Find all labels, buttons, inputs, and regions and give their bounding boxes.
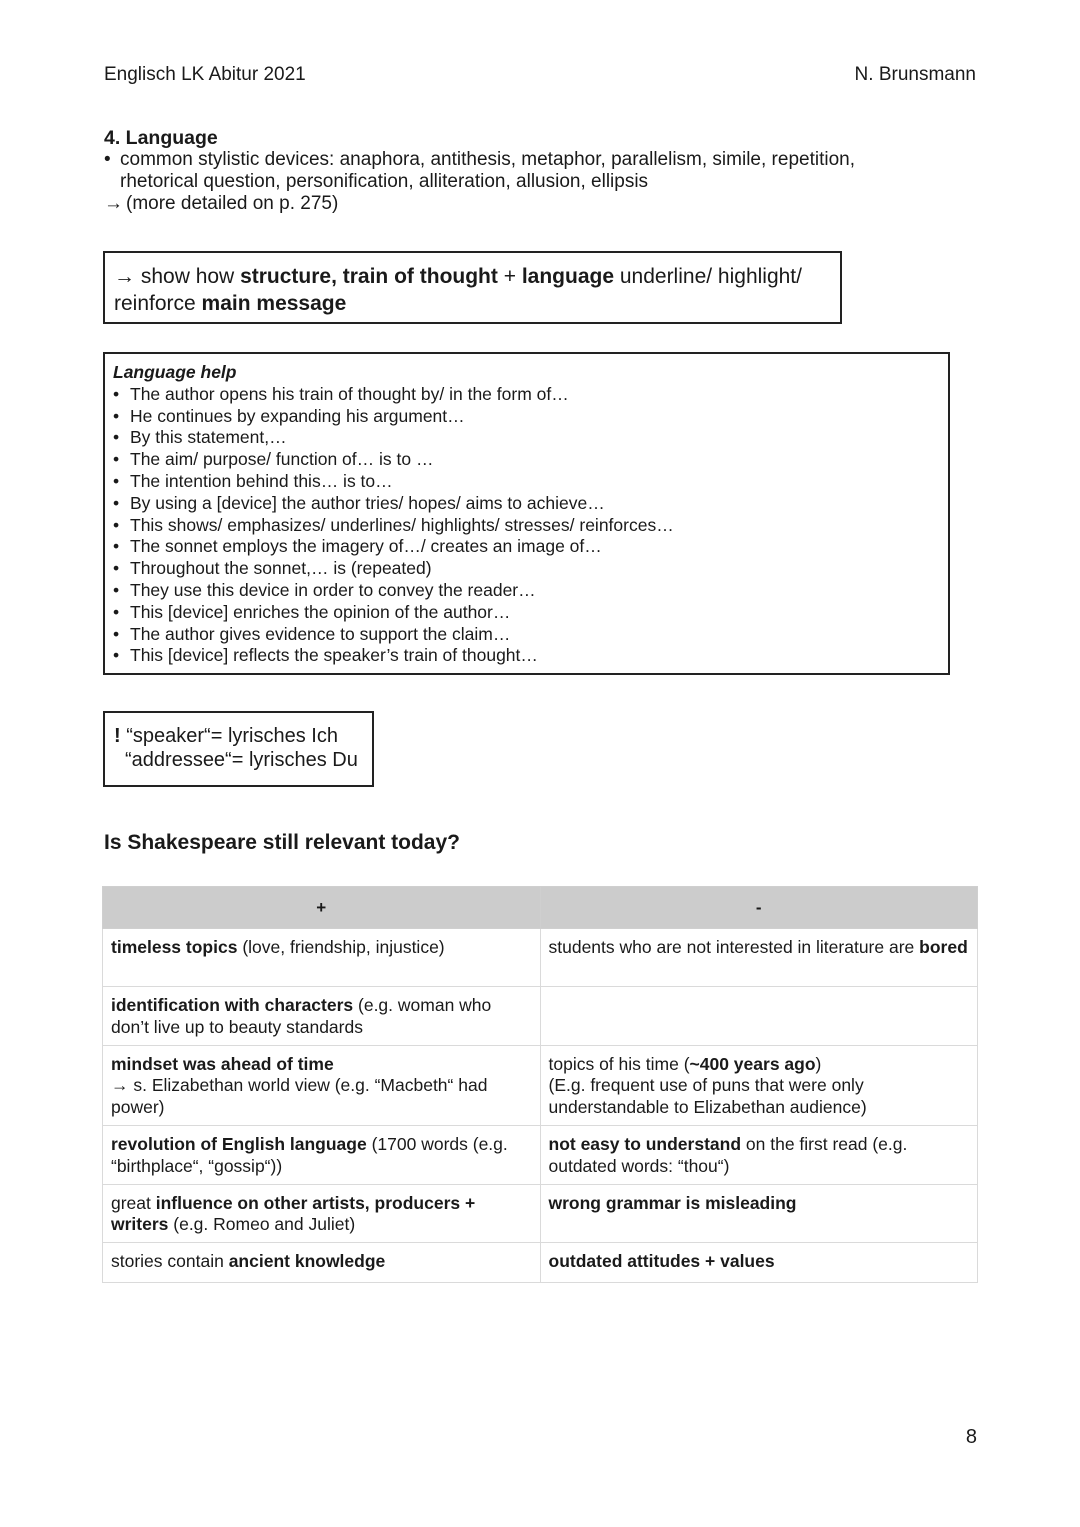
list-item xyxy=(113,602,940,624)
cell-text: (E.g. frequent use of puns that were only understandable to Elizabethan audience) xyxy=(548,1075,867,1118)
table-row xyxy=(103,929,978,987)
list-item xyxy=(113,471,940,493)
table-header-row xyxy=(103,887,978,929)
bullet-icon: • xyxy=(113,427,120,448)
bullet-icon: • xyxy=(113,558,120,579)
table-row xyxy=(103,1125,978,1184)
list-item-text: The aim/ purpose/ function of… is to … xyxy=(130,449,434,470)
list-item xyxy=(113,624,940,646)
cell-emphasis: not easy to understand xyxy=(548,1133,742,1154)
list-item xyxy=(113,384,940,406)
pro-cell xyxy=(103,929,541,987)
cell-text: topics of his time ( xyxy=(548,1053,690,1074)
list-item-text: He continues by expanding his argument… xyxy=(130,405,465,426)
exclamation-icon: ! xyxy=(114,725,121,747)
con-cell xyxy=(540,1243,978,1283)
cell-text: great xyxy=(111,1192,156,1213)
box-text: underline/ highlight/ xyxy=(614,265,802,288)
cons-column-header: - xyxy=(540,887,978,929)
cell-emphasis: bored xyxy=(919,937,968,957)
cell-text: (e.g. Romeo and Juliet) xyxy=(168,1214,356,1235)
list-item xyxy=(113,406,940,428)
bullet-icon: • xyxy=(113,492,120,513)
list-item-text: The sonnet employs the imagery of…/ creates an image of… xyxy=(130,536,602,557)
list-item xyxy=(113,536,940,558)
language-help-title: Language help xyxy=(113,362,237,382)
list-item-text: By using a [device] the author tries/ hopes/ aims to achieve… xyxy=(130,492,605,513)
list-item-text: This [device] reflects the speaker’s train of thought… xyxy=(130,645,538,666)
cell-text: (love, friendship, injustice) xyxy=(237,937,445,957)
box-text: show how xyxy=(135,265,241,288)
cross-reference xyxy=(104,193,984,215)
table-row xyxy=(103,987,978,1046)
cell-emphasis: identification with characters xyxy=(111,995,354,1015)
list-item-text: The author gives evidence to support the claim… xyxy=(130,623,511,644)
table-row xyxy=(103,1243,978,1283)
box-emphasis: main message xyxy=(201,292,347,315)
cell-emphasis: influence on other artists, producers + writers xyxy=(111,1192,476,1235)
header-author: N. Brunsmann xyxy=(854,64,976,85)
box-emphasis: structure, train of thought xyxy=(240,265,498,288)
cell-text: on the first read (e.g. outdated words: “thou“) xyxy=(548,1133,908,1176)
bullet-icon: • xyxy=(113,383,120,404)
pro-cell xyxy=(103,1125,541,1184)
bullet-text xyxy=(120,149,855,193)
box-text: + xyxy=(497,265,522,288)
list-item xyxy=(113,558,940,580)
section-title: 4. Language xyxy=(104,127,218,149)
stylistic-devices-bullet xyxy=(104,149,984,193)
cell-text: (1700 words (e.g. “birthplace“, “gossip“)) xyxy=(111,1133,508,1176)
cell-emphasis: mindset was ahead of time xyxy=(111,1053,334,1074)
arrow-icon: → xyxy=(114,265,135,288)
cell-emphasis: ~400 years ago xyxy=(689,1053,816,1074)
cell-emphasis: revolution of English language xyxy=(111,1133,367,1154)
bullet-icon: • xyxy=(104,149,111,170)
box-emphasis: language xyxy=(521,265,615,288)
list-item-text: The author opens his train of thought by/ in the form of… xyxy=(130,383,569,404)
cell-text: ) xyxy=(815,1053,822,1074)
bullet-icon: • xyxy=(113,623,120,644)
bullet-icon: • xyxy=(113,645,120,666)
bullet-icon: • xyxy=(113,579,120,600)
pro-cell xyxy=(103,1243,541,1283)
question-heading: Is Shakespeare still relevant today? xyxy=(104,831,460,854)
list-item-text: This shows/ emphasizes/ underlines/ highlights/ stresses/ reinforces… xyxy=(130,514,674,535)
bullet-icon: • xyxy=(113,536,120,557)
cell-emphasis: ancient knowledge xyxy=(228,1251,386,1272)
arrow-icon: → xyxy=(104,193,123,214)
cell-emphasis: outdated attitudes + values xyxy=(548,1251,775,1272)
language-section xyxy=(104,127,984,215)
bullet-icon: • xyxy=(113,405,120,426)
con-cell xyxy=(540,1045,978,1125)
bullet-line: rhetorical question, personification, alliteration, allusion, ellipsis xyxy=(120,171,649,192)
key-message-box xyxy=(103,251,842,324)
list-item xyxy=(113,515,940,537)
table-row xyxy=(103,1184,978,1243)
pro-cell xyxy=(103,987,541,1046)
list-item-text: By this statement,… xyxy=(130,427,287,448)
box-text: reinforce xyxy=(114,292,202,315)
note-line: “addressee“= lyrisches Du xyxy=(125,749,358,771)
cell-text: stories contain xyxy=(111,1251,229,1272)
language-help-box xyxy=(103,352,950,675)
cell-text: → s. Elizabethan world view (e.g. “Macbeth“ had power) xyxy=(111,1075,488,1118)
bullet-icon: • xyxy=(113,601,120,622)
list-item xyxy=(113,580,940,602)
cell-text: students who are not interested in literature are xyxy=(548,937,920,957)
list-item xyxy=(113,493,940,515)
note-line xyxy=(114,724,363,748)
list-item-text: Throughout the sonnet,… is (repeated) xyxy=(130,558,432,579)
list-item xyxy=(113,427,940,449)
cross-reference-text: (more detailed on p. 275) xyxy=(126,193,339,214)
page-number: 8 xyxy=(965,1426,977,1448)
list-item-text: They use this device in order to convey the reader… xyxy=(130,579,536,600)
list-item-text: The intention behind this… is to… xyxy=(130,470,393,491)
note-text: “speaker“= lyrisches Ich xyxy=(120,725,338,747)
bullet-icon: • xyxy=(113,514,120,535)
con-cell xyxy=(540,987,978,1046)
pros-column-header: + xyxy=(103,887,541,929)
table-row xyxy=(103,1045,978,1125)
cell-emphasis: wrong grammar is misleading xyxy=(548,1192,797,1213)
cell-text: (e.g. woman who don’t live up to beauty standards xyxy=(111,995,492,1037)
bullet-line: common stylistic devices: anaphora, antithesis, metaphor, parallelism, simile, repetition, xyxy=(120,149,855,170)
pro-cell xyxy=(103,1184,541,1243)
terminology-note-box xyxy=(103,711,374,787)
bullet-icon: • xyxy=(113,449,120,470)
bullet-icon: • xyxy=(113,470,120,491)
list-item xyxy=(113,449,940,471)
con-cell xyxy=(540,1184,978,1243)
header-subject: Englisch LK Abitur 2021 xyxy=(104,64,306,85)
cell-emphasis: timeless topics xyxy=(111,937,238,957)
list-item xyxy=(113,645,940,667)
list-item-text: This [device] enriches the opinion of the author… xyxy=(130,601,511,622)
pros-cons-table xyxy=(102,886,978,1283)
con-cell xyxy=(540,1125,978,1184)
con-cell xyxy=(540,929,978,987)
pro-cell xyxy=(103,1045,541,1125)
